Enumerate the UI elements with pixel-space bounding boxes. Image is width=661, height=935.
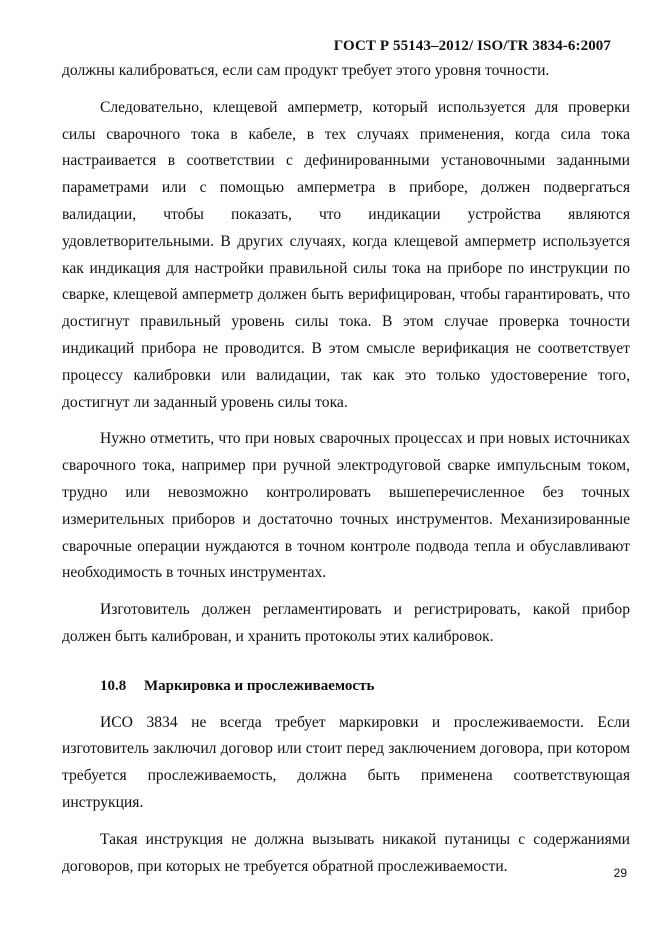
page-body	[62, 58, 630, 890]
paragraph: ИСО 3834 не всегда требует маркировки и прослеживаемости. Если изготовитель заключил договор или стоит перед заключением договора, при котором требуется прослеживаемость, должна быть применена соответствующая инструкция.	[62, 713, 630, 811]
paragraph: Следовательно, клещевой амперметр, который используется для проверки силы сварочного тока в кабеле, в тех случаях применения, когда сила тока настраивается в соответствии с дефинированными установочными заданными параметрами или с помощью амперметра в приборе, должен подвергаться валидации, чтобы показать, что индикации устройства являются удовлетворительными. В других случаях, когда клещевой амперметр используется как индикация для настройки правильной силы тока на приборе по инструкции по сварке, клещевой амперметр должен быть верифицирован, чтобы гарантировать, что достигнут правильный уровень силы тока. В этом случае проверка точности индикаций прибора не проводится. В этом смысле верификация не соответствует процессу калибровки или валидации, так как это только удостоверение того, достигнут ли заданный уровень силы тока.	[62, 98, 630, 411]
section-heading	[62, 673, 630, 700]
document-header: ГОСТ Р 55143–2012/ ISO/TR 3834-6:2007	[333, 38, 611, 54]
section-number: 10.8	[100, 677, 127, 694]
page-number: 29	[613, 866, 627, 880]
paragraph-continuation: должны калиброваться, если сам продукт требует этого уровня точности.	[62, 62, 550, 79]
paragraph: Нужно отметить, что при новых сварочных процессах и при новых источниках сварочного тока, например при ручной электродуговой сварке импульсным током, трудно или невозможно контролировать вышеперечисленное без точных измерительных приборов и достаточно точных инструментов. Механизированные сварочные операции нуждаются в точном контроле подвода тепла и обуславливают необходимость в точных инструментах.	[62, 430, 630, 582]
section-title: Маркировка и прослеживаемость	[144, 677, 375, 694]
paragraph: Такая инструкция не должна вызывать никакой путаницы с содержаниями договоров, при которых не требуется обратной прослеживаемости.	[62, 830, 630, 875]
paragraph: Изготовитель должен регламентировать и регистрировать, какой прибор должен быть калиброван, и хранить протоколы этих калибровок.	[62, 601, 630, 645]
